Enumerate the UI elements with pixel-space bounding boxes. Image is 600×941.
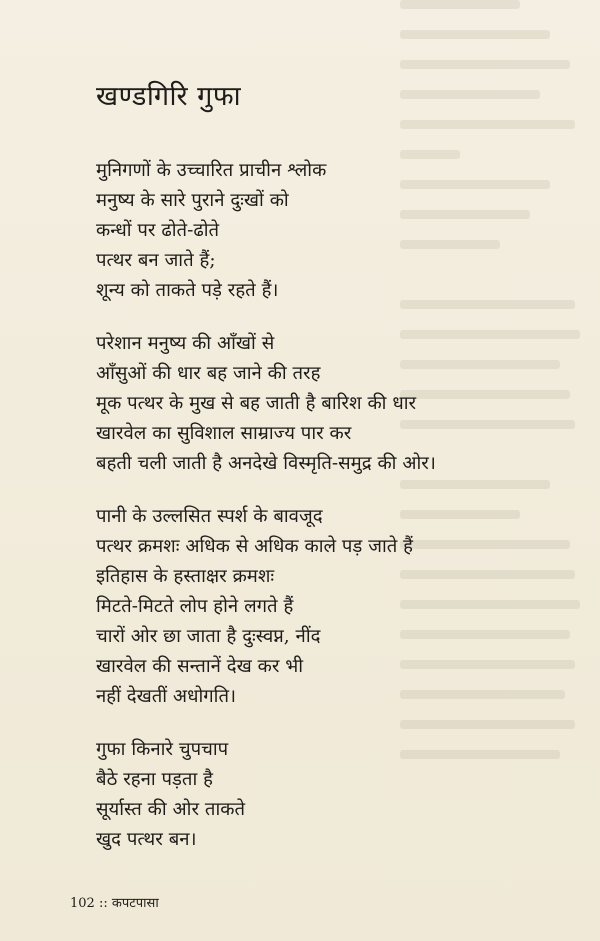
poem-line: आँसुओं की धार बह जाने की तरह: [96, 363, 321, 384]
footer-separator: ::: [98, 896, 108, 911]
page-number: 102: [70, 896, 95, 911]
stanza-2: [96, 329, 526, 479]
poem-line: कन्धों पर ढोते-ढोते: [96, 220, 220, 241]
poem-line: खुद पत्थर बन।: [96, 829, 197, 850]
poem-line: बैठे रहना पड़ता है: [96, 769, 213, 790]
poem-line: पत्थर बन जाते हैं;: [96, 250, 216, 271]
poem-line: मुनिगणों के उच्चारित प्राचीन श्लोक: [96, 160, 327, 181]
poem-title: खण्डगिरि गुफा: [96, 81, 242, 112]
poem-line: मूक पत्थर के मुख से बह जाती है बारिश की धार: [96, 393, 417, 414]
poem-body: [96, 156, 526, 878]
poem-line: परेशान मनुष्य की आँखों से: [96, 333, 275, 354]
poem-line: गुफा किनारे चुपचाप: [96, 739, 229, 760]
poem-line: शून्य को ताकते पड़े रहते हैं।: [96, 280, 279, 301]
poem-line: पानी के उल्लसित स्पर्श के बावजूद: [96, 506, 323, 527]
poem-line: खारवेल की सन्तानें देख कर भी: [96, 656, 304, 677]
book-title: कपटपासा: [111, 896, 159, 911]
page-footer: [70, 893, 159, 911]
poem-line: मनुष्य के सारे पुराने दुःखों को: [96, 190, 289, 211]
poem-line: बहती चली जाती है अनदेखे विस्मृति-समुद्र की ओर।: [96, 453, 436, 474]
stanza-1: [96, 156, 526, 306]
poem-line: इतिहास के हस्ताक्षर क्रमशः: [96, 566, 275, 587]
poem-line: पत्थर क्रमशः अधिक से अधिक काले पड़ जाते हैं: [96, 536, 413, 557]
poem-line: नहीं देखतीं अधोगति।: [96, 686, 237, 707]
poem-line: मिटते-मिटते लोप होने लगते हैं: [96, 596, 294, 617]
poem-line: खारवेल का सुविशाल साम्राज्य पार कर: [96, 423, 352, 444]
stanza-3: [96, 502, 526, 712]
poem-line: सूर्यास्त की ओर ताकते: [96, 799, 245, 820]
poem-line: चारों ओर छा जाता है दुःस्वप्न, नींद: [96, 626, 321, 647]
stanza-4: [96, 735, 526, 855]
